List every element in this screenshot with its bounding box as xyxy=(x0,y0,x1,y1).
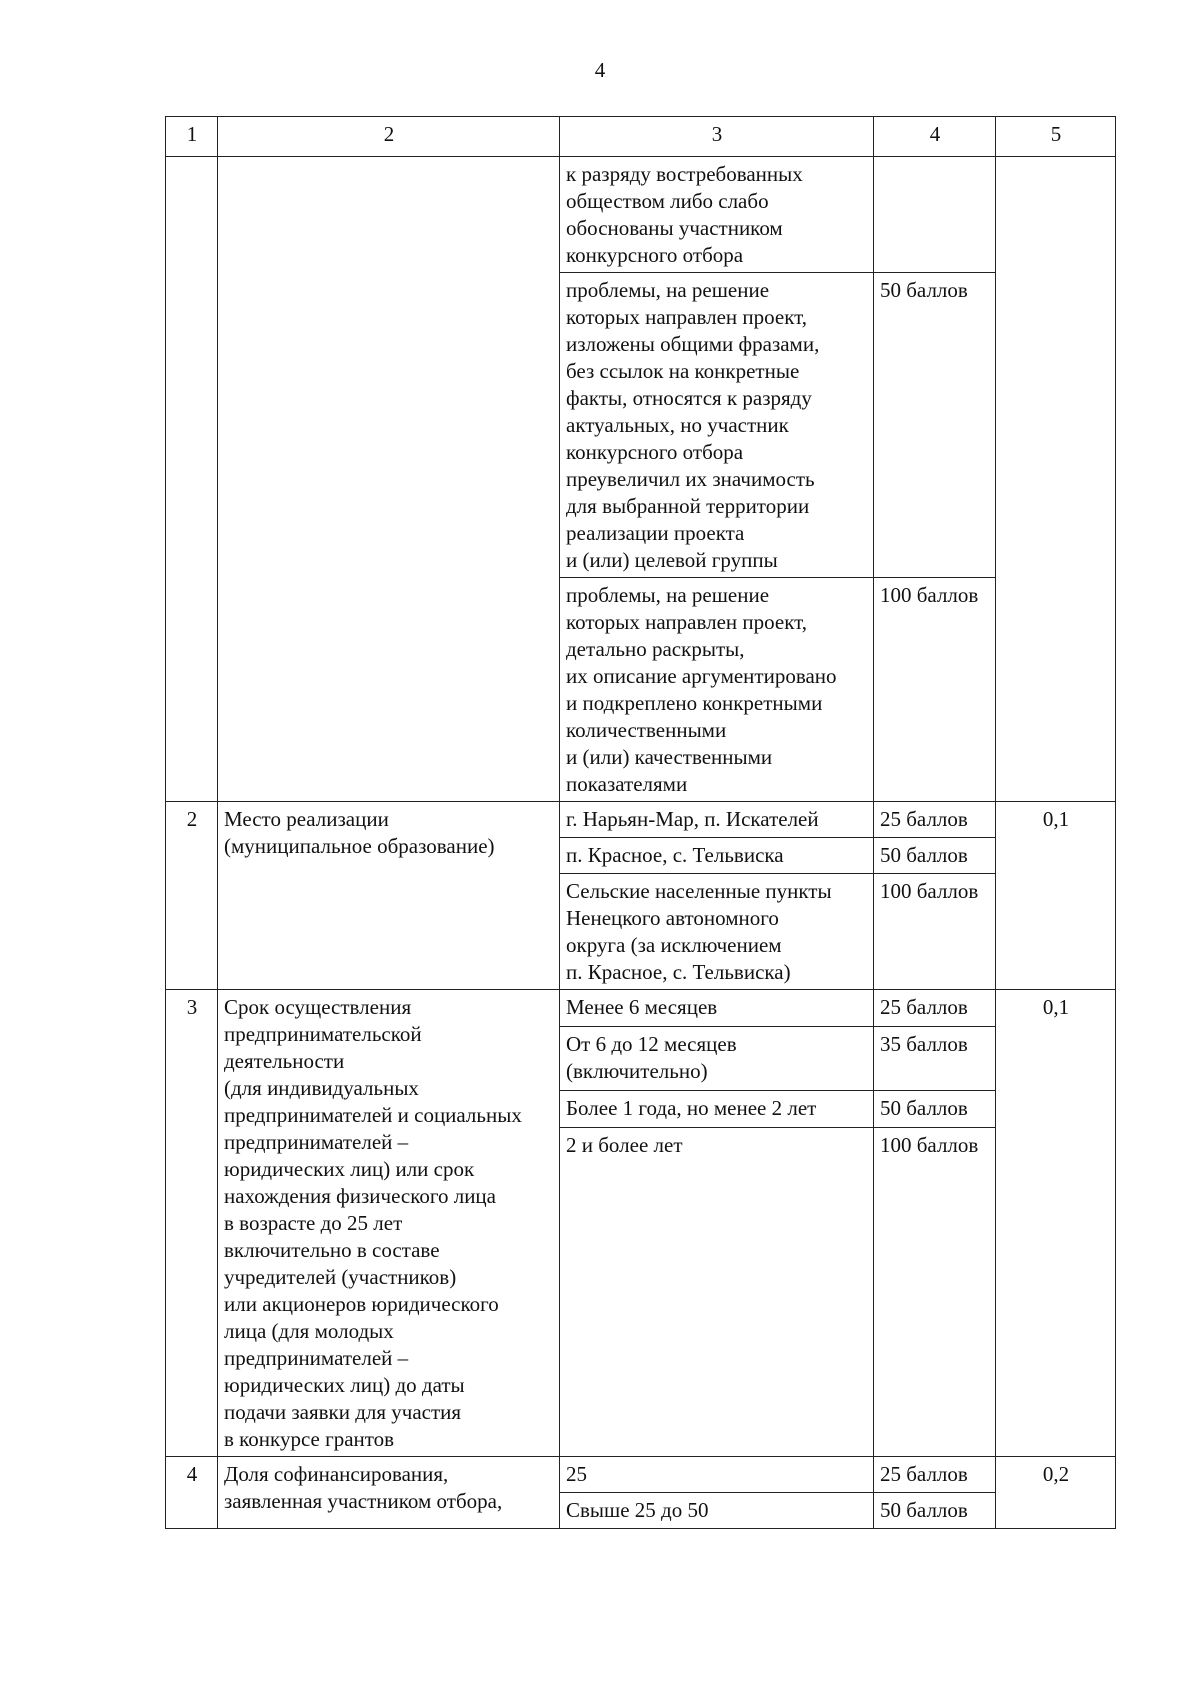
criterion-number: 4 xyxy=(166,1457,218,1529)
option-description: 25 xyxy=(560,1457,874,1493)
option-description: От 6 до 12 месяцев (включительно) xyxy=(560,1027,874,1091)
criterion-name: Доля софинансирования, заявленная участником отбора, xyxy=(218,1457,560,1529)
option-description: Свыше 25 до 50 xyxy=(560,1493,874,1529)
option-description: п. Красное, с. Тельвиска xyxy=(560,838,874,874)
column-header: 3 xyxy=(560,117,874,157)
criterion-number: 3 xyxy=(166,990,218,1457)
option-score: 100 баллов xyxy=(874,578,996,802)
criterion-weight: 0,1 xyxy=(996,802,1116,990)
column-header: 2 xyxy=(218,117,560,157)
criteria-table xyxy=(165,116,1116,1529)
table-header-row xyxy=(166,117,1116,157)
option-description: 2 и более лет xyxy=(560,1127,874,1456)
option-score: 100 баллов xyxy=(874,874,996,990)
criterion-number: 2 xyxy=(166,802,218,990)
option-description: проблемы, на решение которых направлен проект, детально раскрыты, их описание аргументировано и подкреплено конкретными количественными и (или) качественными показателями xyxy=(560,578,874,802)
option-score: 50 баллов xyxy=(874,1090,996,1127)
option-score: 25 баллов xyxy=(874,990,996,1027)
option-score: 25 баллов xyxy=(874,1457,996,1493)
option-description: г. Нарьян-Мар, п. Искателей xyxy=(560,802,874,838)
column-header: 5 xyxy=(996,117,1116,157)
criterion-name: Срок осуществления предпринимательской деятельности (для индивидуальных предпринимателей и социальных предпринимателей – юридических лиц) или срок нахождения физического лица в возрасте до 25 лет включительно в составе учредителей (участников) или акционеров юридического лица (для молодых предпринимателей – юридических лиц) до даты подачи заявки для участия в конкурсе грантов xyxy=(218,990,560,1457)
option-description: Сельские населенные пункты Ненецкого автономного округа (за исключением п. Красное, с. Тельвиска) xyxy=(560,874,874,990)
criterion-weight: 0,2 xyxy=(996,1457,1116,1529)
option-score: 25 баллов xyxy=(874,802,996,838)
option-score xyxy=(874,157,996,273)
option-description: проблемы, на решение которых направлен проект, изложены общими фразами, без ссылок на конкретные факты, относятся к разряду актуальных, но участник конкурсного отбора преувеличил их значимость для выбранной территории реализации проекта и (или) целевой группы xyxy=(560,273,874,578)
criterion-number-cell xyxy=(166,157,218,802)
criterion-weight-cell xyxy=(996,157,1116,802)
option-score: 50 баллов xyxy=(874,838,996,874)
criterion-name: Место реализации (муниципальное образование) xyxy=(218,802,560,990)
column-header: 4 xyxy=(874,117,996,157)
page-number: 4 xyxy=(594,58,606,82)
table-row xyxy=(166,1457,1116,1493)
option-score: 50 баллов xyxy=(874,1493,996,1529)
criterion-weight: 0,1 xyxy=(996,990,1116,1457)
option-description: Менее 6 месяцев xyxy=(560,990,874,1027)
option-score: 50 баллов xyxy=(874,273,996,578)
option-score: 35 баллов xyxy=(874,1027,996,1091)
option-score: 100 баллов xyxy=(874,1127,996,1456)
option-description: к разряду востребованных обществом либо слабо обоснованы участником конкурсного отбора xyxy=(560,157,874,273)
option-description: Более 1 года, но менее 2 лет xyxy=(560,1090,874,1127)
criterion-name-cell xyxy=(218,157,560,802)
column-header: 1 xyxy=(166,117,218,157)
table-row xyxy=(166,802,1116,838)
table-row xyxy=(166,990,1116,1027)
table-row xyxy=(166,157,1116,273)
